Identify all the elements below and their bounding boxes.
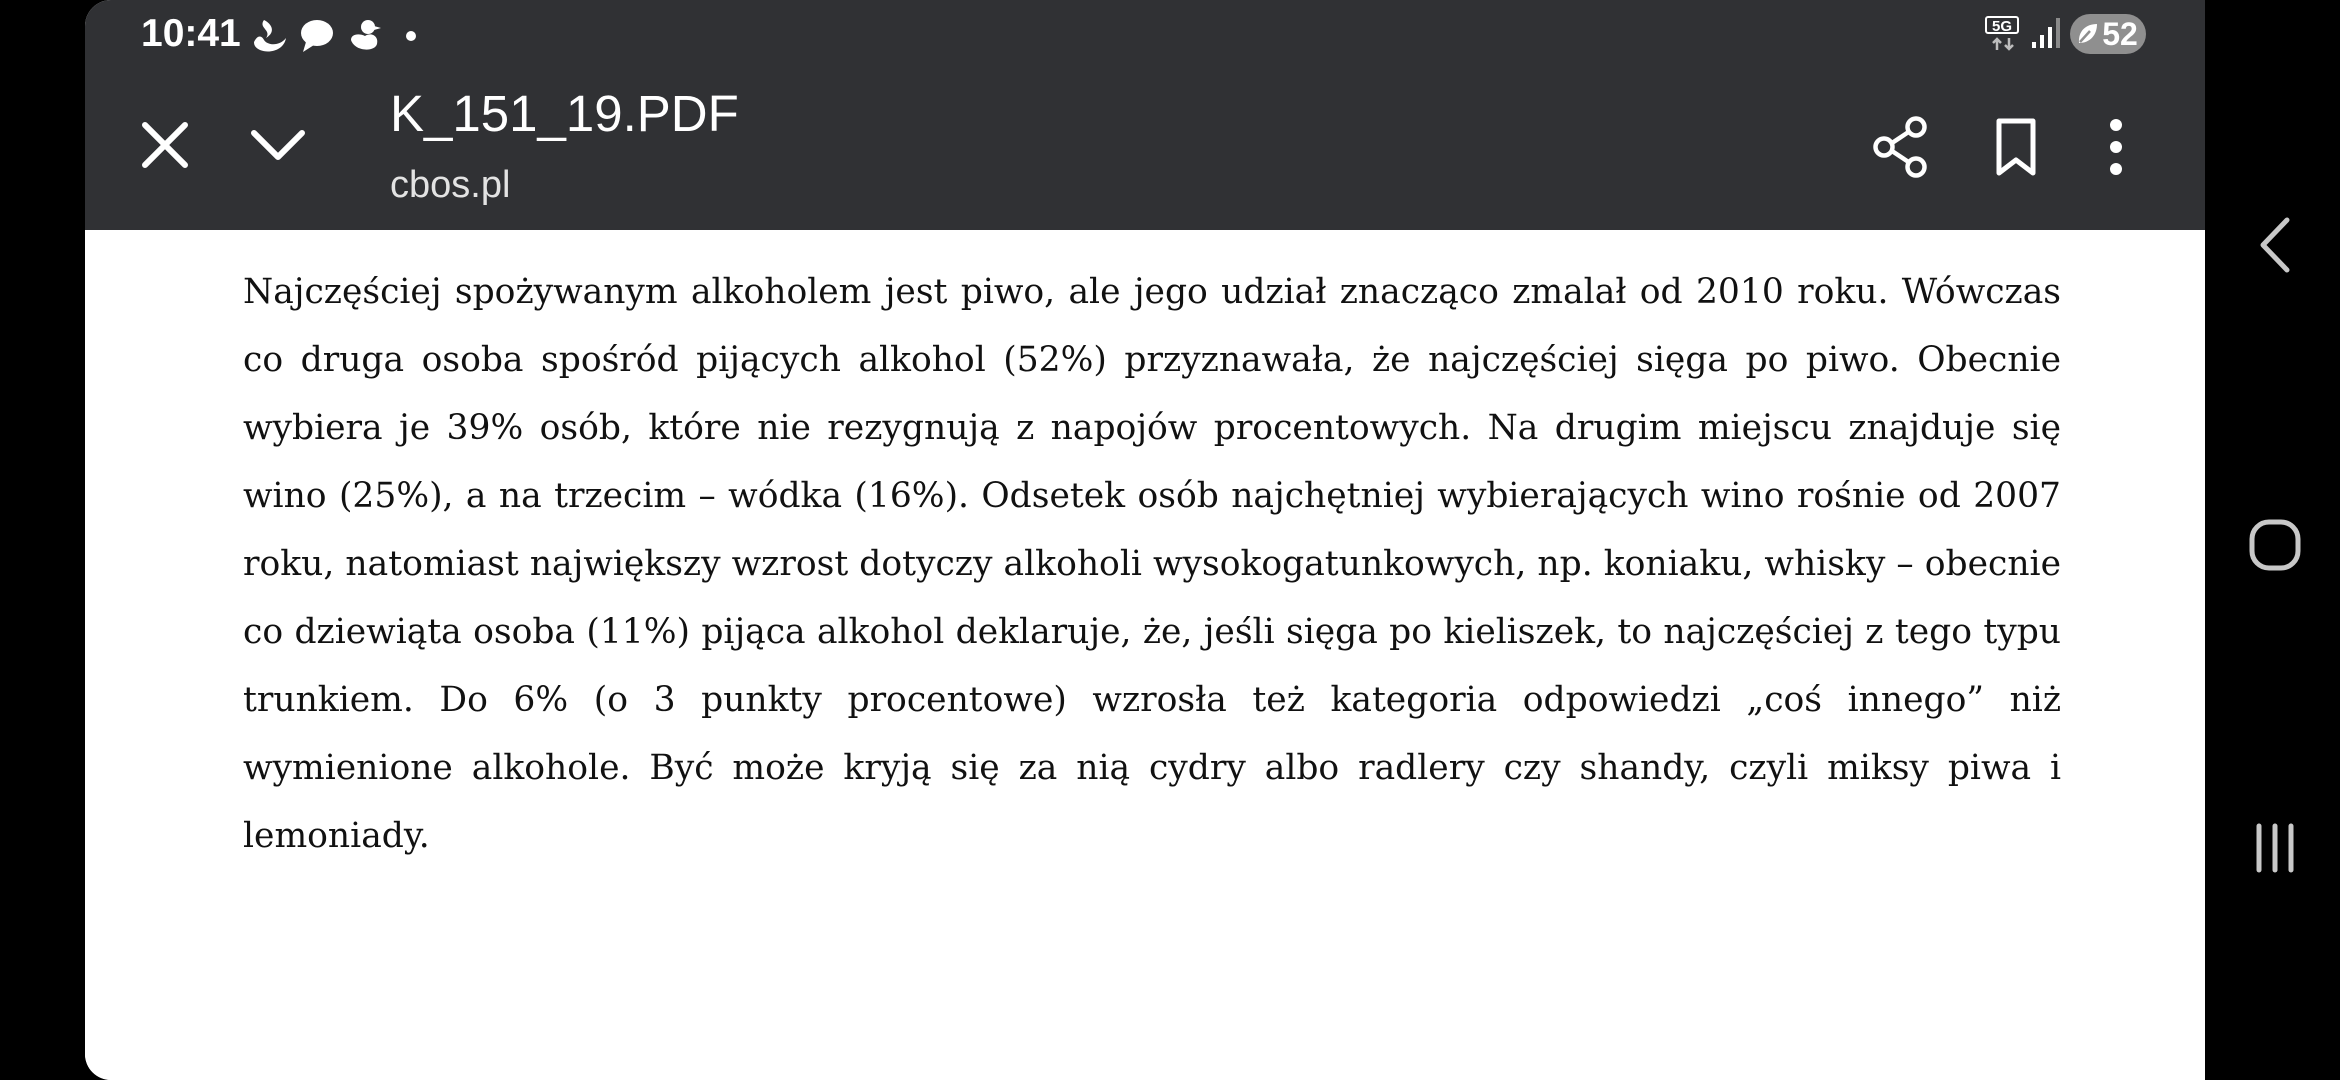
home-icon[interactable] xyxy=(2245,515,2305,575)
data-arrows-icon xyxy=(1989,36,2017,52)
more-options-icon[interactable] xyxy=(2095,113,2137,181)
chevron-down-icon[interactable] xyxy=(248,115,308,175)
duck-icon xyxy=(347,16,383,56)
status-time: 10:41 xyxy=(141,12,241,55)
battery-level: 52 xyxy=(2102,16,2138,52)
document-paragraph: Najczęściej spożywanym alkoholem jest piwo, ale jego udział znacząco zmalał od 2010 roku. Wówczas co druga osoba spośród pijących alkohol (52%) przyznawała, że najczęściej sięga po piwo. Obecnie wybiera je 39% osób, które nie rezygnują z napojów procentowych. Na drugim miejscu znajduje się wino (25%), a na trzecim – wódka (16%). Odsetek osób najchętniej wybierających wino rośnie od 2007 roku, natomiast największy wzrost dotyczy alkoholi wysokogatunkowych, np. koniaku, whisky – obecnie co dziewiąta osoba (11%) pijąca alkohol deklaruje, że, jeśli sięga po kieliszek, to najczęściej z tego typu trunkiem. Do 6% (o 3 punkty procentowe) wzrosła też kategoria odpowiedzi „coś innego” niż wymienione alkohole. Być może kryją się za nią cydry albo radlery czy shandy, czyli miksy piwa i lemoniady. xyxy=(243,272,2061,856)
back-icon[interactable] xyxy=(2245,210,2305,280)
bookmark-icon[interactable] xyxy=(1985,113,2047,181)
document-source-domain: cbos.pl xyxy=(390,164,511,206)
pdf-viewer-toolbar xyxy=(85,0,2205,230)
close-icon[interactable] xyxy=(135,115,195,175)
power-saving-leaf-icon xyxy=(2076,21,2100,47)
dot-icon xyxy=(403,16,419,56)
santander-icon xyxy=(250,16,290,56)
share-icon[interactable] xyxy=(1870,113,1932,181)
recent-apps-icon[interactable] xyxy=(2245,820,2305,876)
network-type-label: 5G xyxy=(1985,16,2019,34)
pdf-page[interactable] xyxy=(85,230,2205,1080)
signal-strength-icon xyxy=(2031,16,2061,50)
document-title: K_151_19.PDF xyxy=(390,85,739,142)
chat-bubble-icon xyxy=(297,16,337,56)
network-indicator xyxy=(1983,14,2023,54)
battery-indicator xyxy=(2070,14,2146,54)
browser-window xyxy=(85,0,2205,1080)
